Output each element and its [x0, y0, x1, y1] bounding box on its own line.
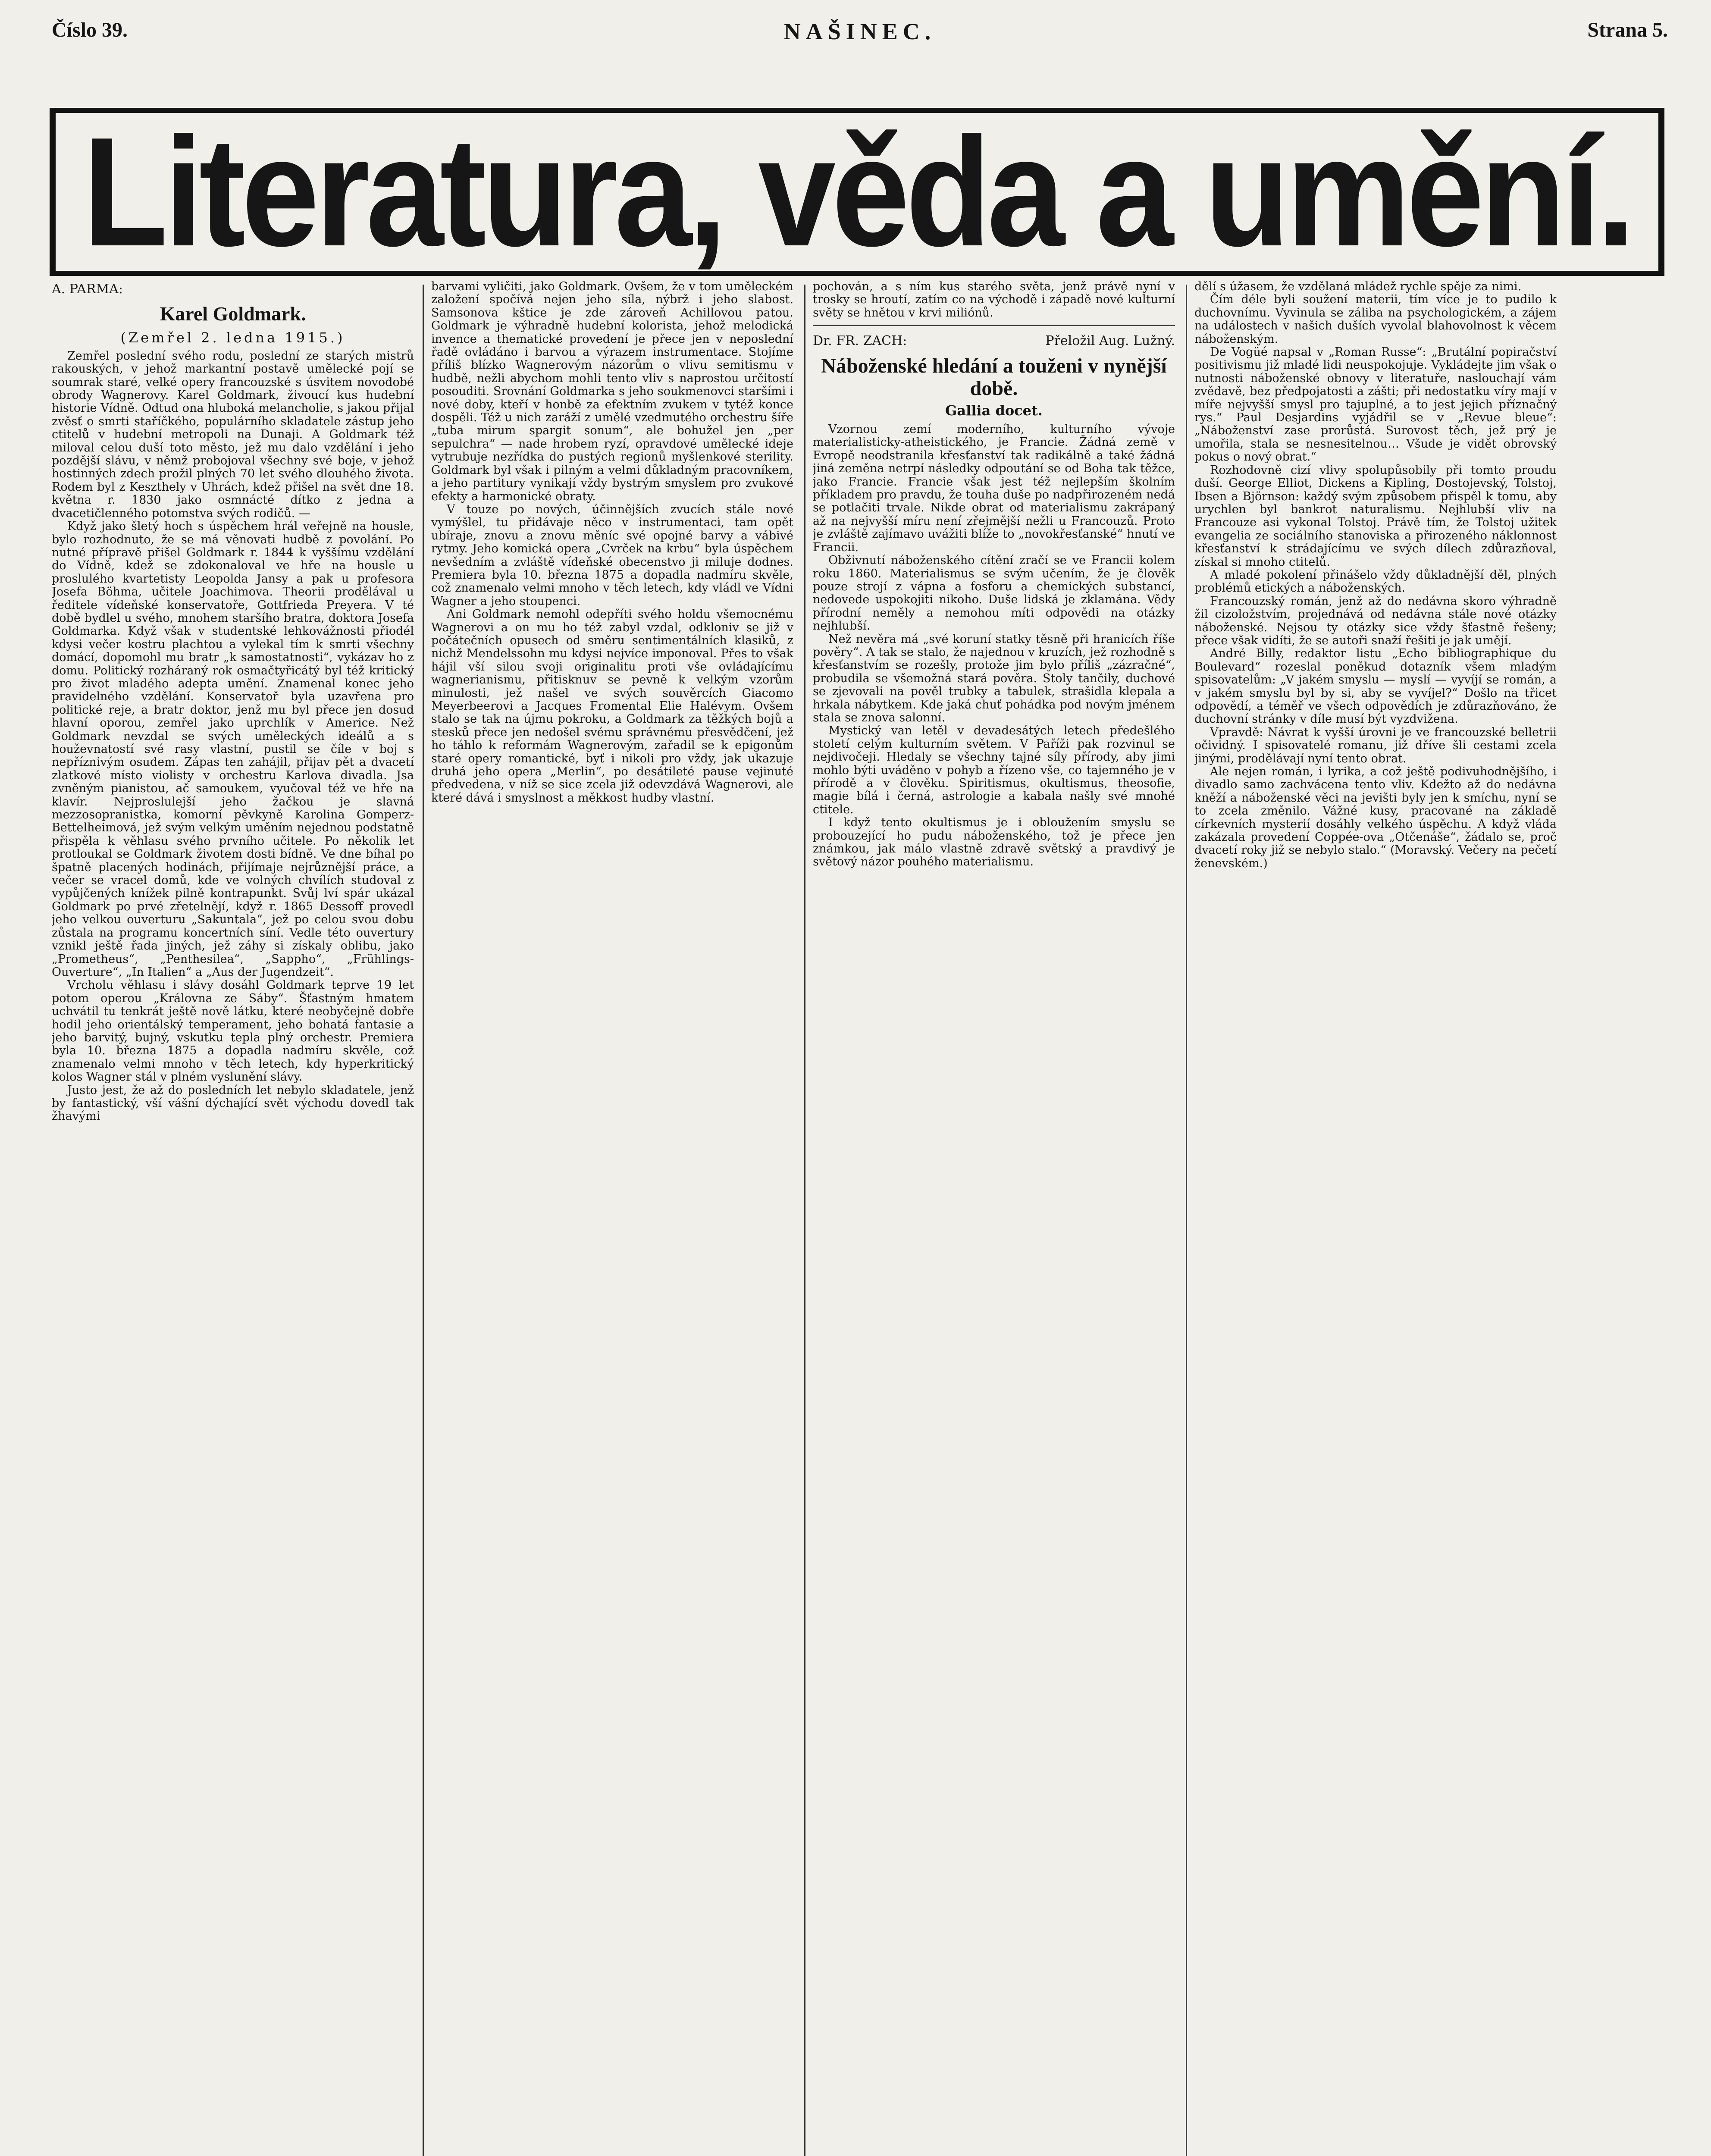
section-title: Literatura, věda a umění.	[82, 105, 1632, 279]
article-paragraph: V touze po nových, účinnějších zvucích stále nové vymýšlel, tu přidávaje něco v instrumentaci, tam opět ubíraje, znovu a znovu měníc své opojné barvy a vábivé rytmy. Jeho komická opera „Cvrček na krbu“ byla úspěchem nevšedním a zvláště vídeňské obecenstvo ji miluje dodnes. Premiera byla 10. března 1875 a dopadla nadmíru skvěle, což znamenalo velmi mnoho v těch letech, kdy vládl ve Vídni Wagner a jeho stoupenci.	[431, 502, 793, 608]
column-rule	[1186, 285, 1187, 2156]
article-paragraph: Rozhodovně cizí vlivy spolupůsobily při tomto proudu duší. George Elliot, Dickens a Kipling, Dostojevský, Tolstoj, Ibsen a Björnson: každý svým způsobem přispěl k tomu, aby urychlen byl bankrot naturalismu. Nejhlubší vliv na Francouze asi vykonal Tolstoj. Právě tím, že Tolstoj užitek evangelia ze sociálního stanoviska a přirozeného náklonnost křesťanství k strádajícímu ve svých dílech zdůrazňoval, získal si mnoho ctitelů.	[1194, 463, 1557, 569]
column-1	[52, 280, 414, 2156]
article-paragraph: I když tento okultismus je i obloužením smyslu se probouzející ho pudu náboženského, tož je přece jen známkou, jak málo vlastně zdravě světský a pravdivý je světový názor pouhého materialismu.	[813, 816, 1175, 869]
article-paragraph: Francouzský román, jenž až do nedávna skoro výhradně žil cizoložstvím, projednává od nedávna stále nové otázky náboženské. Nejsou ty otázky sice vždy šťastně řešeny; přece však vidíti, že se autoři snaží řešiti je jak umějí.	[1194, 594, 1557, 647]
article-paragraph: Ale nejen román, i lyrika, a což ještě podivuhodnějšího, i divadlo samo zachvácena tento vliv. Kdežto až do nedávna kněží a náboženské věci na jevišti byly jen k smíchu, nyní se to zcela změnilo. Vážné kusy, pracované na základě církevních mysterií dosáhly velkého úspěchu. A když vláda zakázala provedení Coppée-ova „Otčenáše“, žádalo se, proč dvacetí roky již se nebylo stalo.“ (Moravský. Večery na pečetí ženevském.)	[1194, 765, 1557, 870]
article-author: Dr. FR. ZACH:	[813, 333, 907, 349]
newspaper-name: NAŠINEC.	[783, 19, 936, 44]
column-rule	[423, 285, 424, 2156]
article-headline: Karel Goldmark.	[160, 303, 306, 325]
column-4	[1194, 280, 1557, 2156]
column-2	[431, 280, 793, 2156]
article-paragraph: De Vogüé napsal v „Roman Russe“: „Brutální popiračství positivismu již mladé lidi neuspokojuje. Vykládejte jim však o nutnosti náboženské obnovy v literatuře, naslouchají vám zvědavě, bez předpojatosti a zášti; při nedostatku víry mají v míře nejvyšší smysl pro tajuplné, a to jest jejich příznačný rys.“ Paul Desjardins vyjádřil se v „Revue bleue“: „Náboženství zase prorůstá. Surovost těch, jež prý je umořila, stala se nesnesitelnou… Všude je vidět obrovský pokus o nový obrat.“	[1194, 345, 1557, 464]
article-headline: Náboženské hledání a touženi v nynější době.	[821, 354, 1167, 400]
article-paragraph: dělí s úžasem, že vzdělaná mládež rychle spěje za nimi.	[1194, 280, 1522, 293]
section-masthead	[50, 105, 1664, 279]
article-paragraph: Obživnutí náboženského cítění zračí se ve Francii kolem roku 1860. Materialismus se svým učením, že je člověk pouze strojí z vápna a fosforu a chemických substancí, nedovede uspokojiti nikoho. Duše lidská je zklamána. Vědy přírodní neměly a nemohou míti odpovědi na otázky nejhlubší.	[813, 554, 1175, 633]
article-paragraph: Zemřel poslední svého rodu, poslední ze starých mistrů rakouských, v jehož markantní postavě umělecké pojí se soumrak staré, velké opery francouzské s úsvitem novodobé obrody Wagnerovy. Karel Goldmark, živoucí kus hudební historie Vídně. Odtud ona hluboká melancholie, s jakou přijal zvěsť o smrti staříčkého, populárního skladatele zástup jeho ctitelů v hudební metropoli na Dunaji. A Goldmark též miloval celou duší toto město, jež mu dalo vzdělání i jeho pozdější slávu, v němž probojoval všechny své boje, v jehož hostinných zdech prožil plných 70 let svého dlouhého života. Rodem byl z Keszthely v Uhrách, kdež přišel na svět dne 18. května r. 1830 jako osmnácté dítko z jedna a dvacetičlenného potomstva svých rodičů. —	[52, 349, 414, 520]
article-author: A. PARMA:	[52, 282, 123, 297]
article-paragraph: pochován, a s ním kus starého světa, jenž právě nyní v trosky se hroutí, zatím co na východě i západě nové kulturní světy se hnětou v krvi miliónů.	[813, 280, 1175, 320]
article-paragraph: Vrcholu věhlasu i slávy dosáhl Goldmark teprve 19 let potom operou „Královna ze Sáby“. Šťastným hmatem uchvátil tu tenkrát ještě nově látku, které neobyčejně dobře hodil jeho orientálský temperament, jeho bohatá fantasie a jeho barvitý, bujný, vskutku tepla plný orchestr. Premiera byla 10. března 1875 a dopadla nadmíru skvěle, což znamenalo velmi mnoho v těch letech, kdy hyperkritický kolos Wagner stál v plném vyslunění slávy.	[52, 978, 414, 1084]
article-subtitle: Gallia docet.	[945, 402, 1043, 419]
article-paragraph: Mystický van letěl v devadesátých letech předešlého století celým kulturním světem. V Paříži pak rozvinul se nejdivočeji. Hledaly se všechny tajné síly přírody, aby jimi mohlo býti uváděno v pohyb a řízeno vše, co tajemného je v přírodě a v člověku. Spiritismus, okultismus, theosofie, magie bílá i černá, astrologie a kabala našly své mnohé ctitele.	[813, 724, 1175, 816]
article-dateline: (Zemřel 2. ledna 1915.)	[120, 329, 345, 346]
masthead-left-bar	[50, 108, 56, 276]
article-translator: Přeložil Aug. Lužný.	[1045, 333, 1175, 349]
article-separator	[813, 325, 1175, 326]
article-paragraph: Než nevěra má „své koruní statky těsně při hranicích říše pověry“. A tak se stalo, že najednou v kruzích, jež rozhodně s křesťanstvím se rozešly, protože jim bylo příliš „zázračné“, probudila se všemožná stará pověra. Stoly tančily, duchové se zjevovali na pověl trubky a tabulek, strašidla klepala a hrkala nábytkem. Kde jaká chuť pohádka pod novým jménem stala se znova salonní.	[813, 632, 1175, 724]
article-paragraph: André Billy, redaktor listu „Echo bibliographique du Boulevard“ rozeslal poněkud dotazník všem mladým spisovatelům: „V jakém smyslu — myslí — vyvíjí se román, a v jakém smyslu byl by si, aby se vyvíjel?“ Došlo na třicet odpovědí, a téměř ve všech odpovědích je zdůrazňováno, že duchovní stránky v díle musí být vyzdvižena.	[1194, 647, 1557, 726]
article-paragraph: Čím déle byli soužení materii, tím více je to pudilo k duchovnímu. Vyvinula se záliba na psychologickém, a zájem na událostech v našich duších vyvolal blahovolnost k věcem náboženským.	[1194, 293, 1557, 346]
masthead-right-bar	[1658, 108, 1664, 276]
issue-number: Číslo 39.	[52, 19, 128, 41]
page-number: Strana 5.	[1587, 19, 1668, 41]
article-byline	[813, 335, 1175, 348]
running-header	[52, 12, 1668, 51]
column-rule	[804, 285, 805, 2156]
article-paragraph: Ani Goldmark nemohl odepříti svého holdu všemocnému Wagnerovi a on mu ho též zabyl vzdal, odkloniv se již v počátečních opusech od směru sentimentálních klasiků, z nichž Mendelssohn mu kdysi nejvíce imponoval. Přes to však hájil vší silou svoji originalitu proti vše ovládajícímu wagnerianismu, přitisknuv se pevně k velkým vzorům minulosti, jež našel ve svých souvěrcích Giacomo Meyerbeerovi a Jacques Fromental Elie Halévym. Ovšem stalo se tak na újmu pokroku, a Goldmark za těžkých bojů a stesků přece jen nedošel svému správnému přesvědčení, jež ho táhlo k reformám Wagnerovým, zařadil se k epigonům staré opery romantické, byť i nikoli pro vždy, jak ukazuje druhá jeho opera „Merlin“, po desátileté pause vejinuté předvedena, v níž se sice zcela již odevzdává Wagnerovi, ale které dává i smyslnost a měkkost hudby vlastní.	[431, 608, 793, 805]
article-paragraph: Když jako šletý hoch s úspěchem hrál veřejně na housle, bylo rozhodnuto, že se má věnovati hudbě z povolání. Po nutné přípravě přišel Goldmark r. 1844 k vyššímu vzdělání do Vídně, kdež se zdokonaloval ve hře na housle u proslulého kvartetisty Leopolda Jansy a pak u profesora Josefa Böhma, učitele Joachimova. Theorii prodělával u ředitele vídeňské konservatoře, Gottfrieda Preyera. V té době bydlel u svého, mnohem staršího bratra, doktora Josefa Goldmarka. Když však v studentské lehkovážnosti přiodél kdysi večer kostru plachtou a vylekal tím k smrti všechny domácí, dopomohl mu bratr „k samostatnosti“, vykázav ho z domu. Politický rozháraný rok osmačtyřicátý byl též kritický pro život mladého adepta umění. Znamenal konec jeho pravidelného vzdělání. Konservatoř byla uzavřena pro politické reje, a bratr doktor, jenž mu byl přece jen dosud hlavní oporou, zemřel jako uprchlík v Americe. Než Goldmark nevzdal se svých uměleckých ideálů a s houževnatostí své rasy vlastní, pustil se číle v boj s nepříznivým osudem. Zápas ten zahájil, přijav pět a dvacetí zlatkové místo violisty v orchestru Karlova divadla. Jsa zvněným pianistou, ač samoukem, vyučoval též ve hře na klavír. Nejproslulejší jeho žačkou je slavná mezzosopranistka, komorní pěvkyně Karolina Gomperz-Bettelheimová, jež svým velkým uměním nejednou podstatně přispěla k věhlasu svého prvního učitele. Po několik let protloukal se Goldmark životem dosti bídně. Ve dne bíhal po špatně placených hodinách, přijímaje nejrůznější práce, a večer se vracel domů, kde ve volných chvílích studoval z vypůjčených knížek pilně kontrapunkt. Svůj lví spár ukázal Goldmark po prvé zřetelnějí, když r. 1865 Dessoff provedl jeho velkou ouverturu „Sakuntala“, jež po celou svou dobu zůstala na programu koncertních síní. Vedle této ouvertury vznikl ještě řada jiných, jež záhy si získaly oblibu, jako „Prometheus“, „Penthesilea“, „Sappho“, „Frühlings-Ouverture“, „In Italien“ a „Aus der Jugendzeit“.	[52, 520, 414, 979]
article-paragraph: Vpravdě: Návrat k vyšší úrovni je ve francouzské belletrii očividný. I spisovatelé romanu, již dříve šli cestami zcela jinými, prodělávají nyní tento obrat.	[1194, 725, 1557, 765]
column-3	[813, 280, 1175, 2156]
article-paragraph: Justo jest, že až do posledních let nebylo skladatele, jenž by fantastický, vší vášní dýchající svět východu dovedl tak žhavými	[52, 1083, 414, 1123]
article-paragraph: barvami vyličiti, jako Goldmark. Ovšem, že v tom uměleckém založení spočívá nejen jeho síla, nýbrž i jeho slabost. Samsonova kštice je zde zároveň Achillovou patou. Goldmark je výhradně hudební kolorista, jehož melodická invence a thematické provedení je přece jen v neposlední řadě ovládáno i barvou a výrazem instrumentace. Stojíme příliš blízko Wagnerovým názorům o vlivu semitismu v hudbě, nežli abychom mohli tento vliv s naprostou určitostí posouditi. Srovnání Goldmarka s jeho soukmenovci staršími i nové doby, kteří v honbě za efektním zvukem v tytéž konce dospěli. Též u nich zaráží z umělé vzedmutého orchestru šíře „tuba mirum spargit sonum“, ale bohužel jen „per sepulchra“ — nade hrobem ryzí, opravdové umělecké ideje vytrubuje nezřídka do pustých regionů myšlenkové sterility. Goldmark byl však i pilným a velmi důkladným pracovníkem, a jeho partitury vynikají vždy bystrým smyslem pro zvukové efekty a harmonické obraty.	[431, 280, 793, 503]
article-paragraph: A mladé pokolení přinášelo vždy důkladnější děl, plných problémů etických a náboženských.	[1194, 568, 1557, 595]
article-paragraph: Vzornou zemí moderního, kulturního vývoje materialisticky-atheistického, je Francie. Žádná země v Evropě neodstranila křesťanství tak radikálně a také žádná jiná zeměna netrpí následky odpoutání se od Boha tak těžce, jako Francie. Francie však jest též nejlepším školním příkladem pro pravdu, že touha duše po nadpřirozeném nedá se potlačiti trvale. Nikde obrat od materialismu zakrápaný až na nejvyšší míru není zřejmější nežli u Francouzů. Proto je zvláště zajímavo uvážiti blíže to „novokřesťanské“ hnutí ve Francii.	[813, 423, 1175, 554]
